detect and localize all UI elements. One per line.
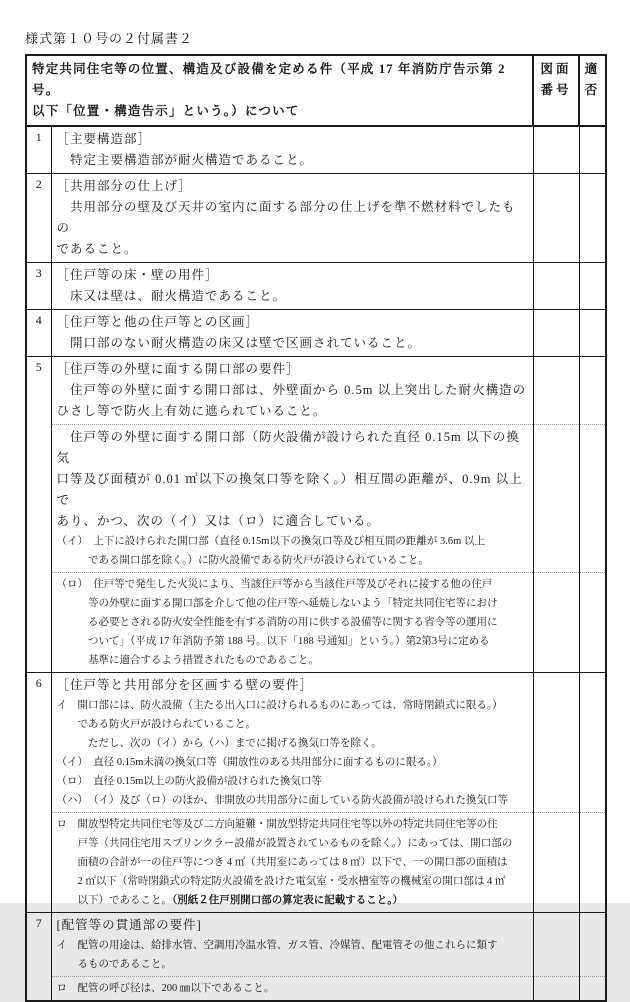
drawing-number-cell [533,913,579,977]
pass-fail-cell [579,977,606,1002]
pass-fail-cell [579,913,606,977]
row-content-cell [51,357,533,425]
text-line: あり、かつ、次の（イ）又は（ロ）に適合している。 [56,514,381,528]
row-number: 6 [26,673,51,913]
table-row [26,126,606,174]
text-line: イ 開口部には、防火設備（主たる出入口に設けられるものにあっては、常時閉鎖式に限る。） [56,700,503,711]
text-line: ただし、次の（イ）から（ハ）までに掲げる換気口等を除く。 [56,738,382,749]
text-line: [配管等の貫通部の要件] [56,918,202,932]
text-line: る必要とされる防火安全性能を有する消防の用に供する設備等に関する省令等の運用に [56,617,498,628]
text-line: ［住戸等の外壁に面する開口部の要件］ [56,362,300,376]
pass-fail-cell [579,126,606,174]
table-row [26,673,606,813]
text-line: ［住戸等と他の住戸等との区画］ [56,315,260,329]
text-line: 面積の合計が一の住戸等につき 4 ㎡（共用室にあっては 8 ㎡）以下で、一の開口部の面積は [56,857,508,868]
text-line: （イ） 上下に設けられた開口部（直径 0.15m以下の換気口等及び相互間の距離が 3.6m 以上 [56,536,485,547]
row-content-cell [51,425,533,573]
text-line: ロ 配管の呼び径は、200 ㎜以下であること。 [56,983,275,994]
text-run: 以下）であること。 [56,895,172,906]
drawing-number-cell [533,126,579,174]
table-row [26,174,606,263]
row-content-cell [51,573,533,673]
row-content-cell [51,913,533,977]
drawing-number-cell [533,425,579,573]
row-number: 5 [26,357,51,673]
pass-fail-cell [579,425,606,573]
text-line: （ロ） 住戸等で発生した火災により、当該住戸等から当該住戸等及びそれに接する他の住戸 [56,579,493,590]
drawing-number-cell [533,813,579,913]
text-line: 2 ㎡以下（常時閉鎖式の特定防火設備を設けた電気室・受水槽室等の機械室の開口部は 4 ㎡ [56,876,506,887]
text-line: るものであること。 [56,959,172,970]
text-line: ひさし等で防火上有効に遮られていること。 [56,404,327,418]
text-line: （ロ） 直径 0.15m以上の防火設備が設けられた換気口等 [56,776,322,787]
row-content-cell [51,977,533,1002]
drawing-number-cell [533,673,579,813]
text-line: 特定主要構造部が耐火構造であること。 [56,153,314,167]
drawing-number-cell [533,977,579,1002]
row-content-cell [51,673,533,813]
pass-fail-cell [579,573,606,673]
text-line: ロ 開放型特定共同住宅等及び二方向避難・開放型特定共同住宅等以外の特定共同住宅等の住 [56,819,498,830]
table-row [26,310,606,357]
row-number: 4 [26,310,51,357]
table-header-title-cell [26,55,533,126]
text-line: 共用部分の壁及び天井の室内に面する部分の仕上げを準不燃材料でしたもの [56,200,516,235]
row-number: 1 [26,126,51,174]
pass-fail-cell [579,357,606,425]
pass-fail-cell [579,310,606,357]
text-line: ［住戸等と共用部分を区画する壁の要件］ [56,678,314,692]
drawing-number-cell [533,263,579,310]
text-line [57,891,529,910]
header-title-line: 特定共同住宅等の位置、構造及び設備を定める件（平成 17 年消防庁告示第 2 号。 [32,62,506,97]
table-header-row [26,55,606,126]
row-content-cell [51,174,533,263]
table-row [26,913,606,977]
table-subrow [26,813,606,913]
drawing-number-cell [533,174,579,263]
column-header-drawing-number: 図面 番号 [533,55,579,126]
text-line: 住戸等の外壁に面する開口部は、外壁面から 0.5m 以上突出した耐火構造の [56,383,527,397]
row-content-cell [51,263,533,310]
text-line: ［共用部分の仕上げ］ [56,179,192,193]
table-subrow [26,573,606,673]
text-line: 開口部のない耐火構造の床又は壁で区画されていること。 [56,336,422,350]
table-row [26,357,606,425]
text-line: ついて」（平成 17 年消防予第 188 号。以下「188 号通知」という。）第2第3号に定める [56,636,490,647]
row-content-cell [51,813,533,913]
drawing-number-cell [533,357,579,425]
column-header-pass-fail: 適 否 [579,55,606,126]
table-subrow [26,977,606,1002]
text-line: ［住戸等の床・壁の用件］ [56,268,219,282]
row-content-cell [51,126,533,174]
text-line: 住戸等の外壁に面する開口部（防火設備が設けられた直径 0.15m 以下の換気 [56,430,520,465]
header-title-line: 以下「位置・構造告示」という。）について [32,104,300,118]
text-line: 基準に適合するよう措置されたものであること。 [56,655,319,666]
text-line: であること。 [56,242,138,256]
text-line: 床又は壁は、耐火構造であること。 [56,289,287,303]
row-number: 3 [26,263,51,310]
pass-fail-cell [579,673,606,813]
row-content-cell [51,310,533,357]
form-number-title: 様式第１０号の２付属書２ [25,31,194,46]
pass-fail-cell [579,263,606,310]
checklist-table [25,54,607,1002]
drawing-number-cell [533,573,579,673]
pass-fail-cell [579,174,606,263]
text-line: ［主要構造部］ [56,132,152,146]
drawing-number-cell [533,310,579,357]
text-line: （イ） 直径 0.15m未満の換気口等（開放性のある共用部分に面するものに限る。） [56,757,443,768]
text-line: 口等及び面積が 0.01 ㎡以下の換気口等を除く。）相互間の距離が、0.9m 以上で [56,472,523,507]
table-subrow [26,425,606,573]
text-line: 戸等（共同住宅用スプリンクラー設備が設置されているものを除く。）にあっては、開口部の [56,838,513,849]
table-row [26,263,606,310]
pass-fail-cell [579,813,606,913]
row-number: 2 [26,174,51,263]
text-line: である防火戸が設けられていること。 [56,719,256,730]
text-line: （ハ） （イ）及び（ロ）のほか、非開放の共用部分に面している防火設備が設けられた換気口等 [56,795,508,806]
text-line: 等の外壁に面する開口部を介して他の住戸等へ延焼しないよう「特定共同住宅等におけ [56,598,498,609]
text-line: イ 配管の用途は、給排水管、空調用冷温水管、ガス管、冷媒管、配電管その他これらに類す [56,940,498,951]
bold-note-text: （別紙２住戸別開口部の算定表に記載すること。） [172,894,403,906]
row-number: 7 [26,913,51,1002]
text-line: である開口部を除く。）に防火設備である防火戸が設けられていること。 [56,555,430,566]
